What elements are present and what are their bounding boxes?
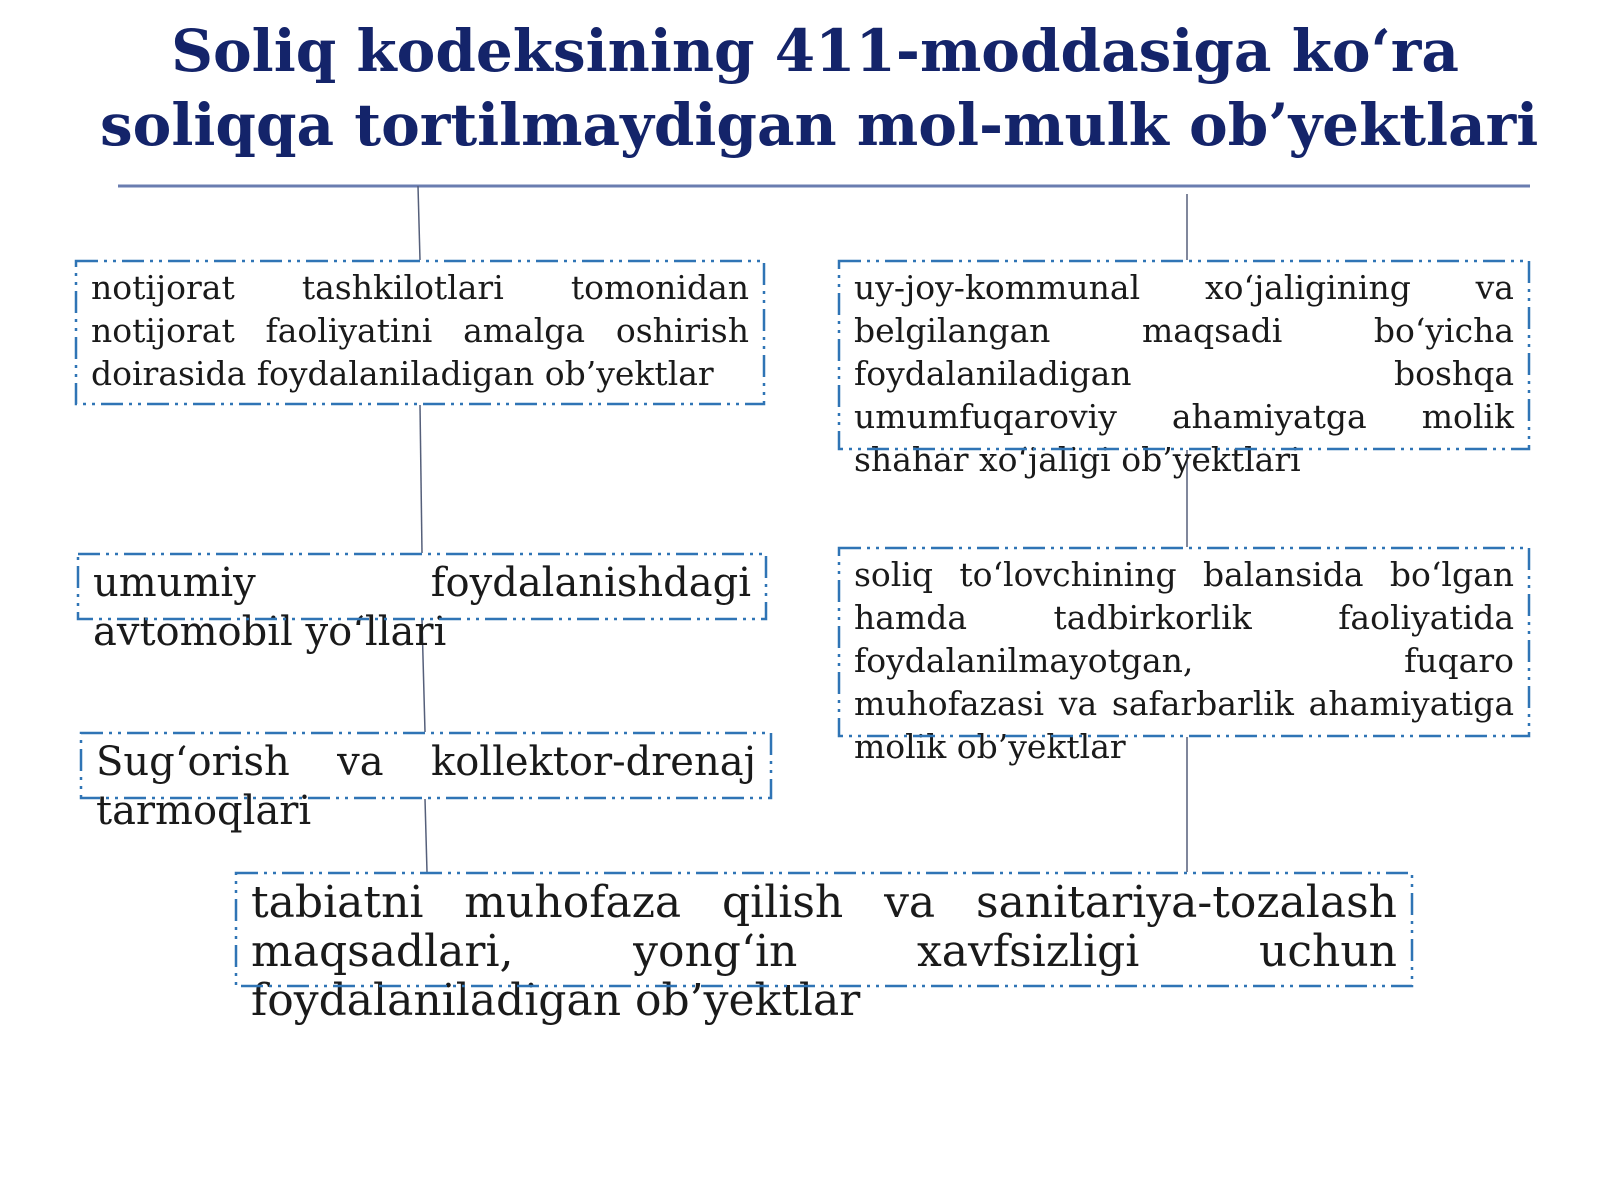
box-border — [838, 260, 1530, 450]
box-text: tabiatni muhofaza qilish va sanitariya-tozalash maqsadlari, yong‘in xavfsizligi uchun foydalaniladigan ob’yektlar — [251, 877, 1397, 1026]
box-border — [77, 553, 767, 620]
box-notijorat-obyektlar — [75, 260, 765, 405]
box-border — [235, 872, 1413, 987]
box-text: uy-joy-kommunal xo‘jaligining va belgilangan maqsadi bo‘yicha foydalaniladigan boshqa umumfuqaroviy ahamiyatga molik shahar xo‘jaligi ob’yektlari — [854, 268, 1514, 479]
box-tabiat-muhofazasi — [235, 872, 1413, 1026]
box-uy-joy-kommunal — [838, 260, 1530, 479]
connector-left-1 — [418, 186, 420, 260]
box-sugorish-tarmoqlari — [80, 732, 772, 834]
box-border — [838, 547, 1530, 737]
box-avtomobil-yollari — [77, 553, 767, 655]
box-text: Sug‘orish va kollektor-drenaj tarmoqlari — [96, 739, 756, 834]
box-border — [75, 260, 765, 405]
title-line-1: Soliq kodeksining 411-moddasiga ko‘ra — [171, 17, 1459, 85]
connector-left-2 — [420, 405, 422, 553]
title-line-2: soliqqa tortilmaydigan mol-mulk ob’yektlari — [100, 91, 1539, 159]
box-text: notijorat tashkilotlari tomonidan notijorat faoliyatini amalga oshirish doirasida foydalaniladigan ob’yektlar — [91, 268, 749, 393]
box-text: umumiy foydalanishdagi avtomobil yo‘llari — [93, 560, 751, 655]
box-text: soliq to‘lovchining balansida bo‘lgan hamda tadbirkorlik faoliyatida foydalanilmayotgan, fuqaro muhofazasi va safarbarlik ahamiyatiga molik ob’yektlar — [854, 555, 1514, 766]
box-border — [80, 732, 772, 799]
box-balansdagi-obyektlar — [838, 547, 1530, 766]
